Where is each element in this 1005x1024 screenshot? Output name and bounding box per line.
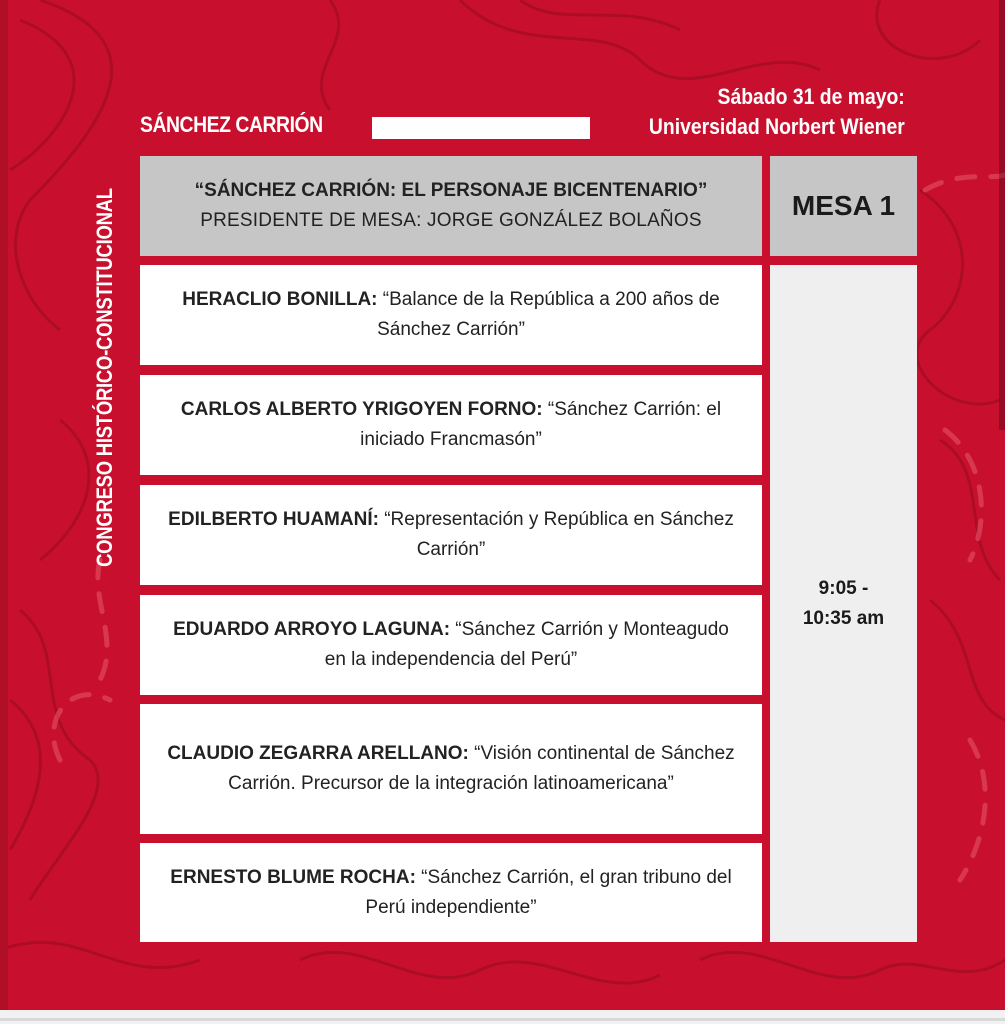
talk-text (162, 395, 740, 455)
talk-title: “Representación y República en Sánchez Carrión” (378, 509, 734, 560)
talk-card (140, 485, 762, 585)
header-name: SÁNCHEZ CARRIÓN (140, 112, 323, 137)
side-title (85, 143, 125, 613)
time-start: 9:05 - (818, 577, 869, 599)
header-bar (372, 117, 590, 139)
talk-card (140, 704, 762, 834)
mesa-label-box (770, 156, 917, 256)
talk-speaker: HERACLIO BONILLA: (182, 289, 378, 310)
talk-title: “Visión continental de Sánchez Carrión. Precursor de la integración latinoamericana” (228, 743, 735, 794)
talk-speaker: CARLOS ALBERTO YRIGOYEN FORNO: (180, 399, 543, 420)
time-end: 10:35 am (802, 607, 885, 629)
talk-card (140, 265, 762, 365)
talk-speaker: EDILBERTO HUAMANÍ: (168, 509, 379, 530)
talk-title: “Sánchez Carrión: el iniciado Francmasón” (360, 399, 722, 450)
talk-text (162, 285, 740, 345)
session-time-box (770, 265, 917, 942)
talk-speaker: CLAUDIO ZEGARRA ARELLANO: (167, 743, 469, 764)
talk-speaker: EDUARDO ARROYO LAGUNA: (173, 619, 451, 640)
left-edge (0, 0, 8, 1010)
talk-title: “Sánchez Carrión, el gran tribuno del Perú independiente” (365, 866, 732, 918)
talk-speaker: ERNESTO BLUME ROCHA: (170, 866, 416, 888)
session-title: “SÁNCHEZ CARRIÓN: EL PERSONAJE BICENTENARIO” (194, 180, 708, 201)
bottom-strip (0, 1010, 1005, 1024)
session-title-box (140, 156, 762, 256)
talk-text (162, 505, 740, 565)
talk-title: “Sánchez Carrión y Monteagudo en la independencia del Perú” (324, 619, 729, 670)
date-line: Sábado 31 de mayo: (717, 84, 905, 109)
talk-text (162, 615, 740, 675)
venue-line: Universidad Norbert Wiener (649, 114, 905, 139)
mesa-label: MESA 1 (791, 190, 896, 221)
talk-title: “Balance de la República a 200 años de Sánchez Carrión” (377, 289, 720, 340)
session-president: PRESIDENTE DE MESA: JORGE GONZÁLEZ BOLAÑOS (200, 210, 702, 231)
side-title-text: CONGRESO HISTÓRICO-CONSTITUCIONAL (92, 188, 117, 568)
scrollbar-thumb[interactable] (999, 0, 1005, 430)
talk-card (140, 595, 762, 695)
talk-card (140, 843, 762, 942)
talk-card (140, 375, 762, 475)
talk-text (162, 739, 740, 799)
talk-text (162, 863, 740, 923)
header-date (649, 82, 905, 142)
bottom-divider (0, 1018, 1005, 1021)
